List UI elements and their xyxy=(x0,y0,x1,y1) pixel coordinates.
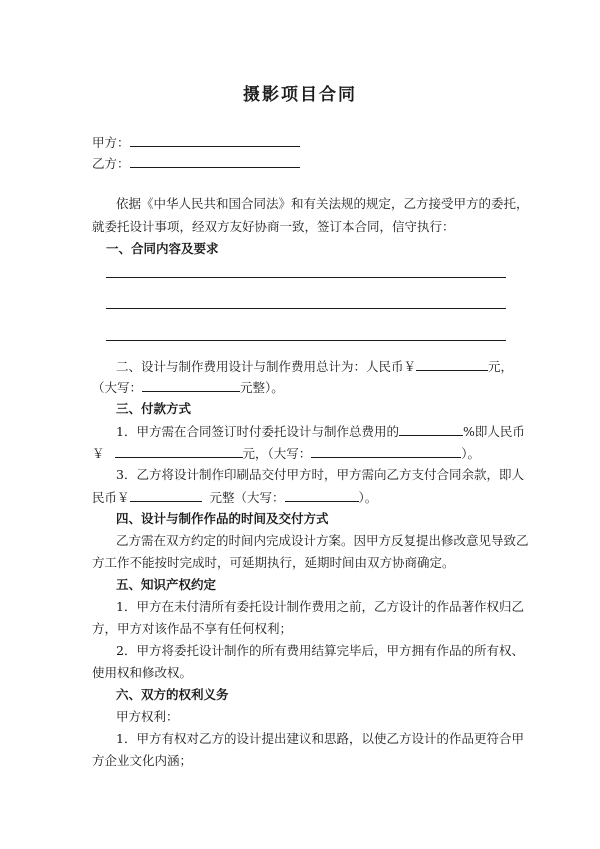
section-2-daxie-label: （大写： xyxy=(92,380,143,395)
payment-1-close: ）。 xyxy=(461,446,481,461)
content-rule-3 xyxy=(106,340,506,341)
delivery-line-1: 乙方需在双方约定的时间内完成设计方案。因甲方反复提出修改意见导致乙 xyxy=(116,533,529,548)
party-a-rights-label: 甲方权利： xyxy=(116,709,179,724)
party-a-blank xyxy=(130,134,300,147)
rights-1-line-2: 方企业文化内涵； xyxy=(92,753,193,768)
section-3-heading: 三、付款方式 xyxy=(116,401,192,416)
payment-1-yen: ￥ xyxy=(92,446,105,461)
party-b-blank xyxy=(130,155,300,168)
intro-line-2: 就委托设计事项，经双方友好协商一致，签订本合同，信守执行： xyxy=(92,219,455,234)
party-a-label: 甲方： xyxy=(92,135,130,150)
content-rule-1 xyxy=(106,277,506,278)
section-2-line-1 xyxy=(116,358,513,375)
payment-1-daxie-label: 元，（大写： xyxy=(242,446,312,461)
party-a-line xyxy=(92,134,300,151)
payment-3-line-1: 3．乙方将设计制作印刷品交付甲方时，甲方需向乙方支付合同余款，即人 xyxy=(116,467,524,482)
section-4-heading: 四、设计与制作作品的时间及交付方式 xyxy=(116,511,329,526)
percent-blank xyxy=(399,423,463,436)
deposit-daxie-blank xyxy=(311,445,461,458)
party-b-line xyxy=(92,155,300,172)
deposit-amount-blank xyxy=(115,445,243,458)
total-fee-blank xyxy=(416,358,488,371)
payment-1-line-1 xyxy=(116,423,525,440)
payment-3-close: ）。 xyxy=(358,490,378,505)
rights-1-line-1: 1．甲方有权对乙方的设计提出建议和思路，以使乙方设计的作品更符合甲 xyxy=(116,731,524,746)
section-5-heading: 五、知识产权约定 xyxy=(116,577,217,592)
intro-line-1: 依据《中华人民共和国合同法》和有关法规的规定，乙方接受甲方的委托， xyxy=(116,196,529,211)
content-rule-2 xyxy=(106,308,506,309)
ip-2-line-2: 使用权和修改权。 xyxy=(92,665,193,680)
section-2-daxie-unit: 元整）。 xyxy=(240,380,284,395)
payment-3-daxie-label: 元整（大写： xyxy=(209,490,285,505)
payment-3-rmb: 民币￥ xyxy=(92,490,130,505)
balance-amount-blank xyxy=(130,489,202,502)
section-2-text: 二、设计与制作费用设计与制作费用总计为：人民币￥ xyxy=(116,359,417,374)
ip-2-line-1: 2．甲方将委托设计制作的所有费用结算完毕后，甲方拥有作品的所有权、 xyxy=(116,643,524,658)
document-title: 摄影项目合同 xyxy=(243,85,357,105)
payment-1-text: 1．甲方需在合同签订时付委托设计与制作总费用的 xyxy=(116,424,399,439)
total-fee-daxie-blank xyxy=(142,379,240,392)
balance-daxie-blank xyxy=(285,489,359,502)
payment-1-rmb: %即人民币 xyxy=(462,424,525,439)
section-2-line-2 xyxy=(92,379,284,396)
payment-1-line-2 xyxy=(92,445,480,462)
section-6-heading: 六、双方的权利义务 xyxy=(116,687,229,702)
ip-1-line-1: 1．甲方在未付清所有委托设计制作费用之前，乙方设计的作品著作权归乙 xyxy=(116,599,524,614)
payment-3-line-2 xyxy=(92,489,377,506)
ip-1-line-2: 方，甲方对该作品不享有任何权利； xyxy=(92,621,293,636)
delivery-line-2: 方工作不能按时完成时，可延期执行，延期时间由双方协商确定。 xyxy=(92,555,455,570)
party-b-label: 乙方： xyxy=(92,156,130,171)
section-2-unit: 元， xyxy=(488,359,514,374)
section-1-heading: 一、合同内容及要求 xyxy=(106,241,219,256)
